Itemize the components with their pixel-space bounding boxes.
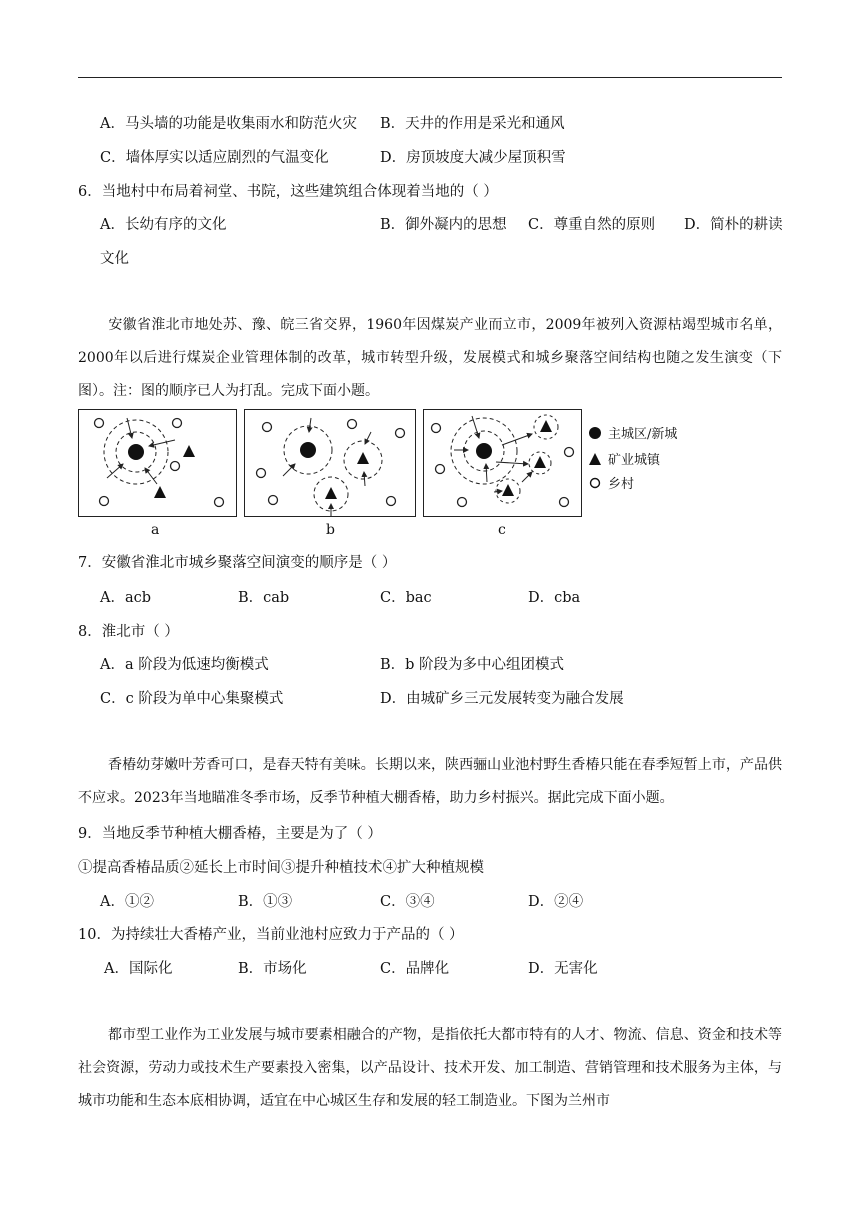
figure-panel-c <box>423 409 582 517</box>
q10-option-a: A．国际化 <box>104 961 173 977</box>
q8-option-c: C．c 阶段为单中心集聚模式 <box>100 691 284 707</box>
q10-stem: 10．为持续壮大香椿产业，当前业池村应致力于产品的（ ） <box>78 927 464 943</box>
filled-circle-icon <box>588 426 602 440</box>
q6-option-d-cont: 文化 <box>100 251 129 267</box>
q8-option-d: D．由城矿乡三元发展转变为融合发展 <box>380 691 624 707</box>
figure-label-c: c <box>498 522 506 538</box>
q9-option-c: C．③④ <box>380 894 435 910</box>
q10-option-d: D．无害化 <box>528 961 598 977</box>
legend-mining-town-label: 矿业城镇 <box>608 453 661 468</box>
legend-village <box>588 473 634 492</box>
passage-toona: 香椿幼芽嫩叶芳香可口，是春天特有美味。长期以来，陕西骊山业池村野生香椿只能在春季短暂上市，产品供不应求。2023年当地瞄准冬季市场，反季节种植大棚香椿，助力乡村振兴。据此完成下面小题。 <box>78 757 782 806</box>
q9-stem: 9．当地反季节种植大棚香椿，主要是为了（ ） <box>78 826 382 842</box>
q6-option-d: D．简朴的耕读 <box>684 217 783 233</box>
filled-triangle-icon <box>588 452 602 466</box>
hollow-circle-icon <box>588 476 602 490</box>
q8-option-a: A．a 阶段为低速均衡模式 <box>100 657 269 673</box>
q6-stem: 6．当地村中布局着祠堂、书院，这些建筑组合体现着当地的（ ） <box>78 184 498 200</box>
q5-option-b: B．天井的作用是采光和通风 <box>380 116 565 132</box>
legend-village-label: 乡村 <box>608 477 635 492</box>
q8-option-b: B．b 阶段为多中心组团模式 <box>380 657 565 673</box>
legend-main-city <box>588 423 677 442</box>
passage-urban-industry: 都市型工业作为工业发展与城市要素相融合的产物，是指依托大都市特有的人才、物流、信息、资金和技术等社会资源，劳动力或技术生产要素投入密集，以产品设计、技术开发、加工制造、营销管理和技术服务为主体，与城市功能和生态本底相协调，适宜在中心城区生存和发展的轻工制造业。下图为兰州市 <box>78 1027 782 1109</box>
q7-option-a: A．acb <box>100 590 152 606</box>
q7-stem: 7．安徽省淮北市城乡聚落空间演变的顺序是（ ） <box>78 555 397 571</box>
q5-option-c: C．墙体厚实以适应剧烈的气温变化 <box>100 150 329 166</box>
q10-option-c: C．品牌化 <box>380 961 450 977</box>
q6-option-a: A．长幼有序的文化 <box>100 217 227 233</box>
figure-label-a: a <box>151 522 160 538</box>
q8-stem: 8．淮北市（ ） <box>78 624 179 640</box>
q7-option-b: B．cab <box>238 590 290 606</box>
q9-option-b: B．①③ <box>238 894 293 910</box>
q9-items: ①提高香椿品质②延长上市时间③提升种植技术④扩大种植规模 <box>78 860 484 876</box>
q5-option-d: D．房顶坡度大减少屋顶积雪 <box>380 150 566 166</box>
figure-label-b: b <box>326 522 335 538</box>
passage-huaibei: 安徽省淮北市地处苏、豫、皖三省交界，1960年因煤炭产业而立市，2009年被列入资源枯竭型城市名单，2000年以后进行煤炭企业管理体制的改革，城市转型升级，发展模式和城乡聚落空间结构也随之发生演变（下图）。注：图的顺序已人为打乱。完成下面小题。 <box>78 317 782 399</box>
q6-option-b: B．御外凝内的思想 <box>380 217 507 233</box>
q9-option-d: D．②④ <box>528 894 584 910</box>
q5-option-a: A．马头墙的功能是收集雨水和防范火灾 <box>100 116 357 132</box>
q6-option-c: C．尊重自然的原则 <box>528 217 656 233</box>
figure-panel-a <box>78 409 237 517</box>
q7-option-c: C．bac <box>380 590 432 606</box>
q9-option-a: A．①② <box>100 894 154 910</box>
q10-option-b: B．市场化 <box>238 961 307 977</box>
q7-option-d: D．cba <box>528 590 581 606</box>
figure-panel-b <box>244 409 416 517</box>
legend-mining-town <box>588 449 660 468</box>
legend-main-city-label: 主城区/新城 <box>608 427 678 442</box>
header-rule <box>78 77 782 78</box>
